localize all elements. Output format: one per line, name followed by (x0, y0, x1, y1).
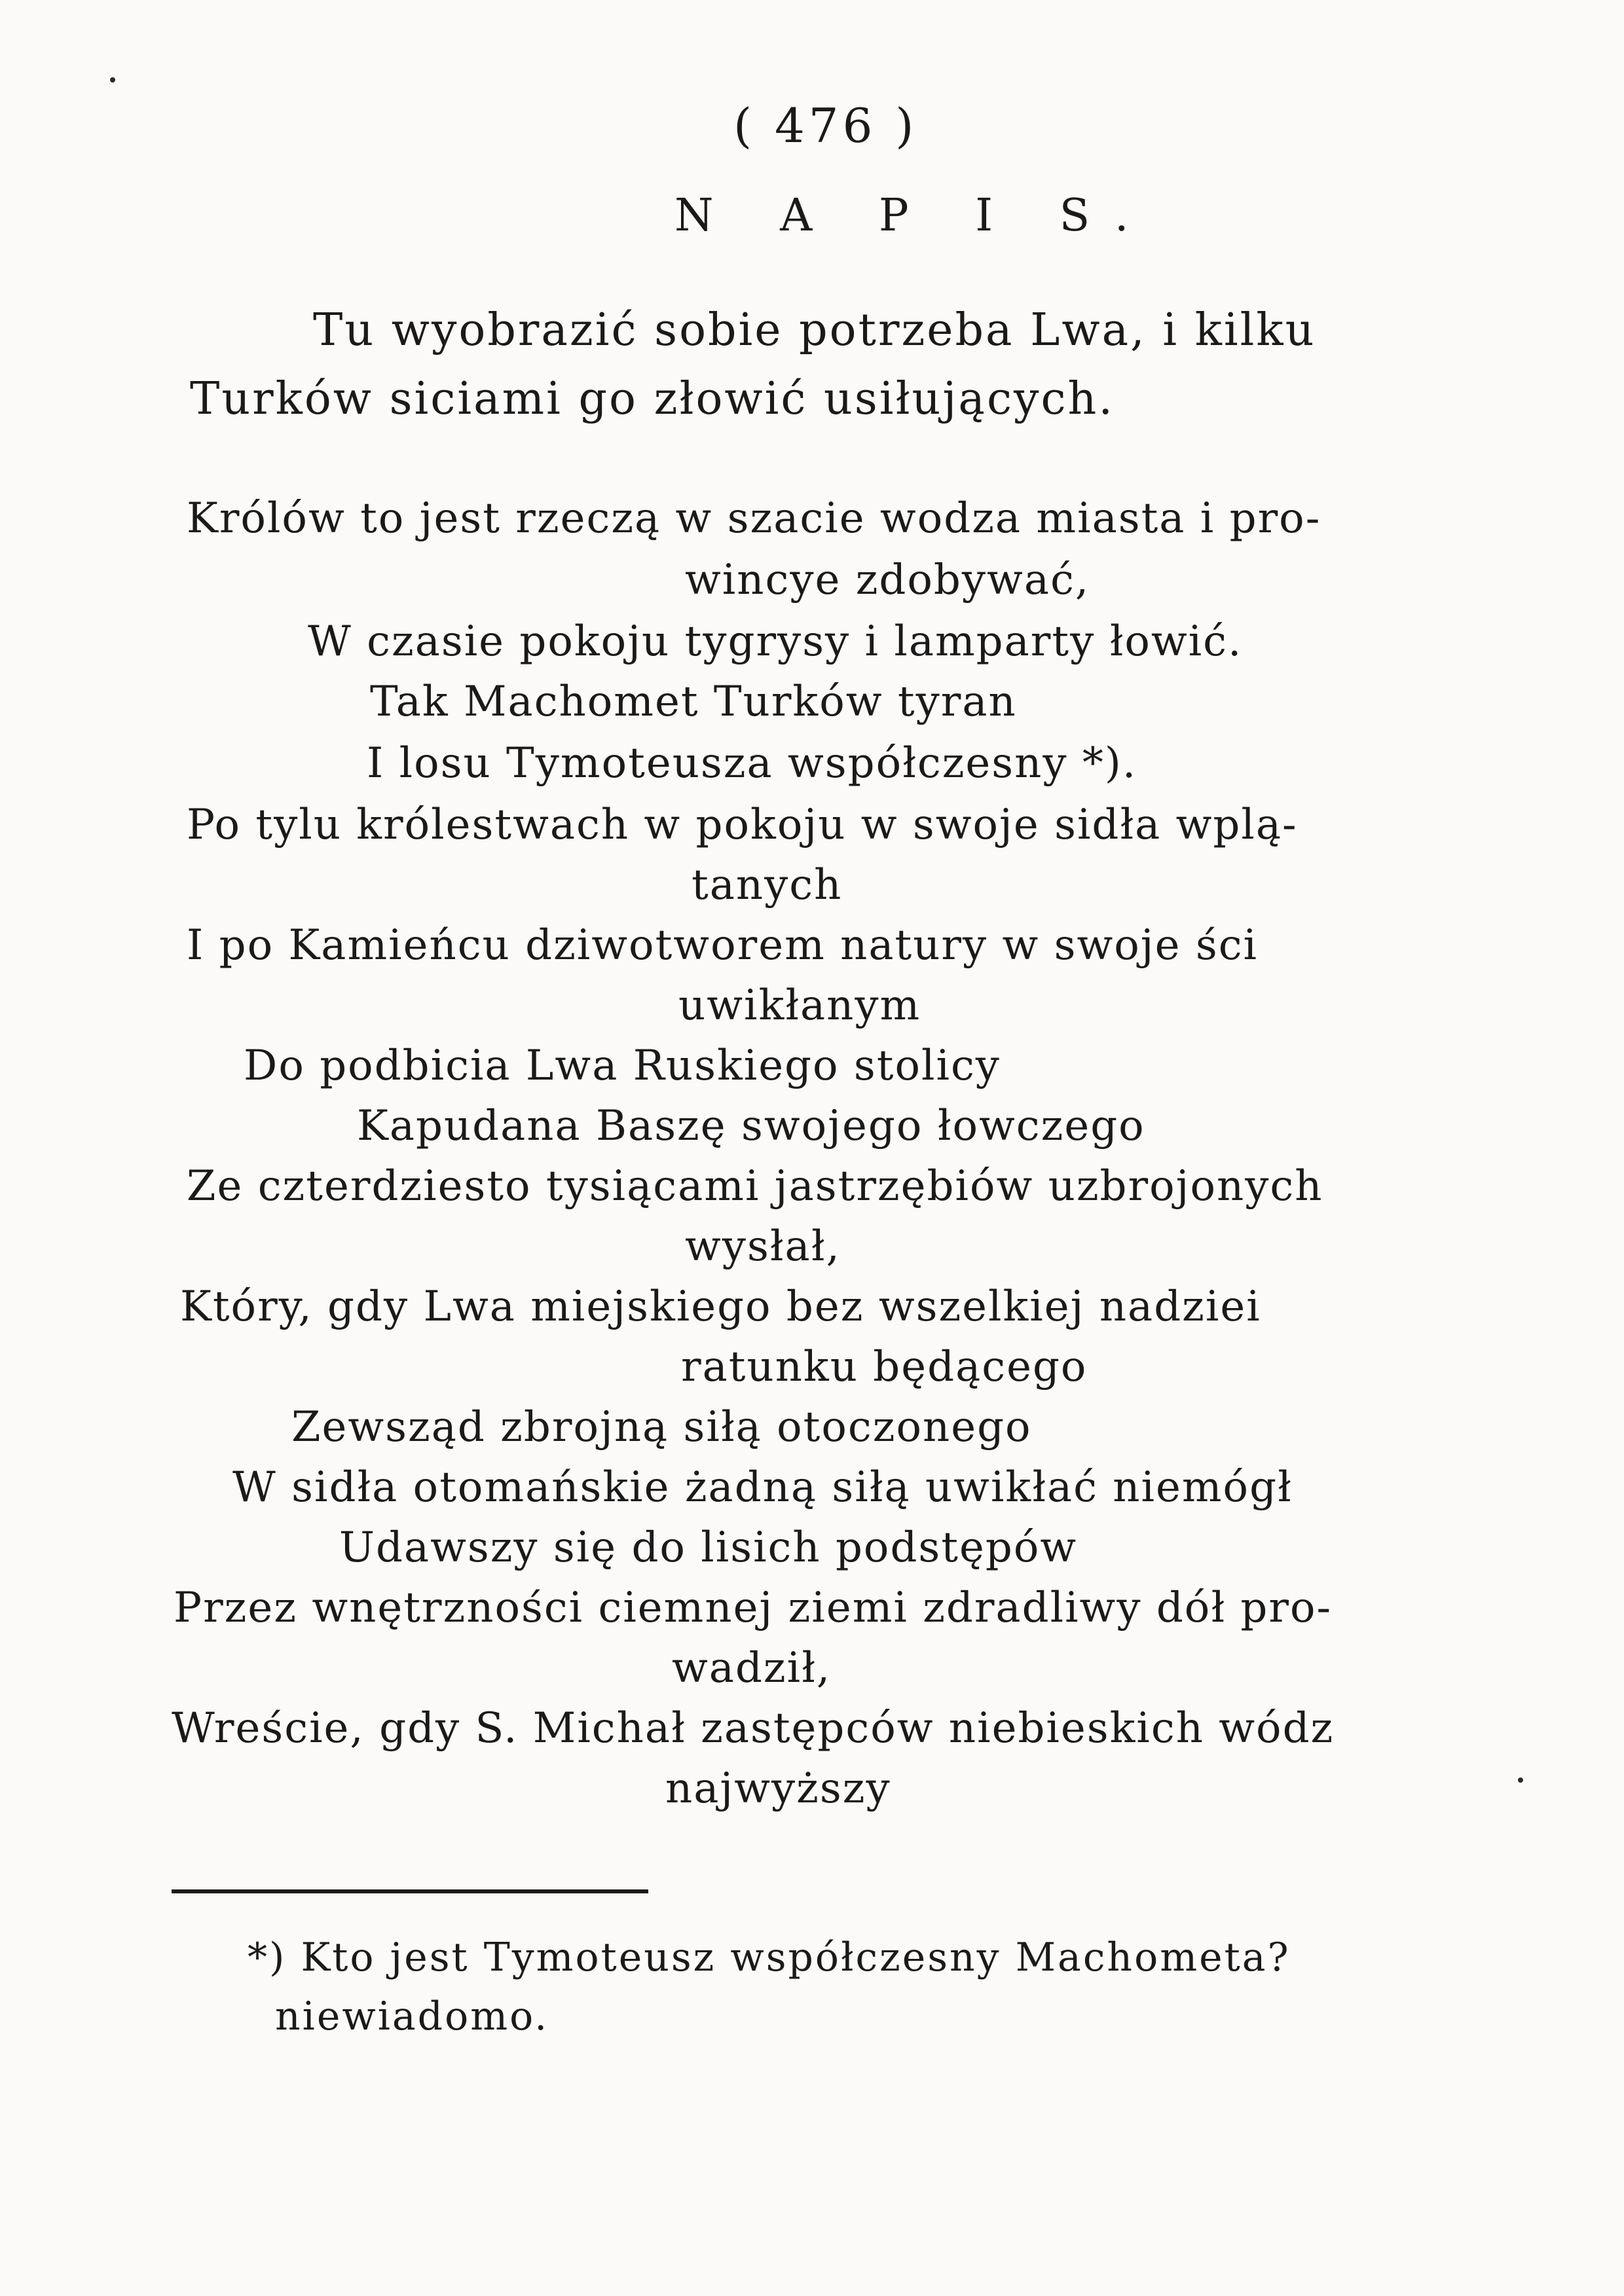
inscription-line: wysłał, (685, 1222, 841, 1271)
inscription-line: I losu Tymoteusza współczesny *). (367, 739, 1137, 788)
inscription-line: tanych (692, 861, 843, 909)
inscription-line: Który, gdy Lwa miejskiego bez wszelkiej nadziei (180, 1283, 1261, 1331)
inscription-line: Tak Machomet Turków tyran (370, 678, 1017, 726)
inscription-line: najwyższy (665, 1764, 891, 1813)
inscription-line: Udawszy się do lisich podstępów (339, 1523, 1078, 1572)
ink-speck (110, 77, 115, 82)
inscription-line: Do podbicia Lwa Ruskiego stolicy (244, 1042, 1001, 1090)
footnote-rule (172, 1889, 648, 1893)
footnote-line: niewiadomo. (275, 1994, 549, 2039)
inscription-line: Królów to jest rzeczą w szacie wodza miasta i pro- (187, 494, 1321, 543)
inscription-line: uwikłanym (678, 981, 921, 1030)
ink-speck (1518, 1777, 1523, 1783)
inscription-line: Zewsząd zbrojną siłą otoczonego (291, 1403, 1032, 1451)
inscription-line: W sidła otomańskie żadną siłą uwikłać niemógł (232, 1463, 1293, 1512)
inscription-line: ratunku będącego (681, 1343, 1088, 1391)
intro-line: Turków siciami go złowić usiłujących. (190, 373, 1115, 425)
inscription-line: wadził, (672, 1644, 832, 1692)
inscription-line: W czasie pokoju tygrysy i lamparty łowić. (308, 617, 1243, 666)
inscription-line: wincye zdobywać, (685, 556, 1090, 604)
inscription-line: Po tylu królestwach w pokoju w swoje sidła wplą- (187, 801, 1298, 849)
footnote-line: *) Kto jest Tymoteusz współczesny Machometa? (248, 1935, 1291, 1980)
inscription-line: Przez wnętrzności ciemnej ziemi zdradliwy dół pro- (174, 1584, 1333, 1632)
intro-line: Tu wyobrazić sobie potrzeba Lwa, i kilku (313, 304, 1316, 356)
inscription-line: Wreście, gdy S. Michał zastępców niebieskich wódz (172, 1704, 1335, 1753)
page-number: ( 476 ) (733, 98, 918, 153)
inscription-line: Ze czterdziesto tysiącami jastrzębiów uzbrojonych (187, 1162, 1323, 1211)
inscription-line: I po Kamieńcu dziwotworem natury w swoje ści (187, 921, 1258, 970)
inscription-line: Kapudana Baszę swojego łowczego (357, 1102, 1145, 1150)
page-title: N A P I S. (674, 190, 1155, 242)
